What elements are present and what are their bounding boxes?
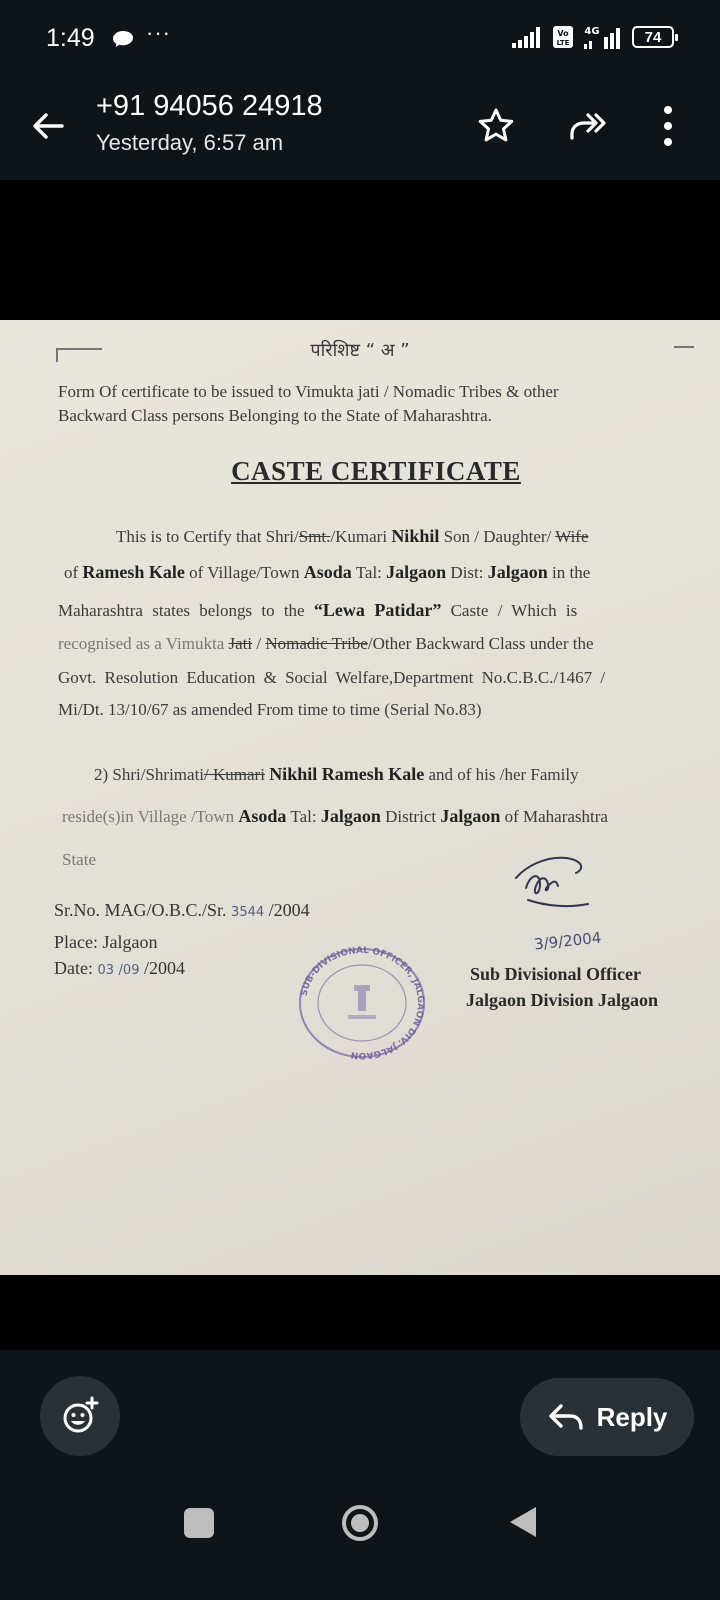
officer-signature: [508, 848, 608, 928]
signature-date: 3/9/2004: [533, 928, 603, 954]
reply-label: Reply: [596, 1401, 668, 1432]
document-image[interactable]: [0, 320, 720, 1275]
more-notifications-indicator: ···: [146, 20, 171, 45]
battery-level: 74: [644, 28, 662, 46]
cert-para2-line-3: State: [62, 850, 96, 869]
reply-button[interactable]: [520, 1378, 694, 1456]
cert-para2-line-2: reside(s)in Village /Town Asoda Tal: Jalgaon District Jalgaon of Maharashtra: [62, 806, 608, 826]
form-description-line-2: Backward Class persons Belonging to the State of Maharashtra.: [58, 406, 492, 425]
svg-text:LTE: LTE: [556, 39, 570, 47]
candidate-full-name: Nikhil Ramesh Kale: [269, 764, 425, 784]
date-line: Date: 03 /09 /2004: [54, 958, 185, 978]
svg-text:SUB-DIVISIONAL OFFICER, JALGAO: SUB-DIVISIONAL OFFICER, JALGAON DIV. JALGAON: [299, 945, 426, 1060]
chat-notification-icon: [112, 30, 134, 48]
cert-body-line-6: Mi/Dt. 13/10/67 as amended From time to time (Serial No.83): [58, 700, 482, 719]
appendix-heading: परिशिष्ट “ अ ”: [310, 340, 410, 361]
status-time: 1:49: [46, 24, 95, 52]
network-4g-icon: [580, 24, 626, 50]
candidate-first-name: Nikhil: [391, 526, 440, 546]
officer-division: Jalgaon Division Jalgaon: [466, 990, 659, 1010]
more-vert-icon[interactable]: [660, 104, 676, 148]
cert-body-line-4: recognised as a Vimukta Jati / Nomadic Tribe/Other Backward Class under the: [58, 634, 594, 653]
cert-body-line-1: This is to Certify that Shri/Smt./Kumari Nikhil Son / Daughter/ Wife: [116, 526, 589, 546]
nav-back-button[interactable]: [508, 1505, 538, 1539]
place-line: Place: Jalgaon: [54, 932, 158, 952]
cert-body-line-3: Maharashtra states belongs to the “Lewa Patidar” Caste / Which is: [58, 600, 578, 620]
official-seal: [292, 945, 432, 1060]
add-reaction-icon: [60, 1396, 100, 1436]
add-reaction-button[interactable]: [40, 1376, 120, 1456]
status-icons: [512, 22, 674, 52]
father-name: Ramesh Kale: [82, 562, 185, 582]
certificate-title: CASTE CERTIFICATE: [231, 456, 521, 486]
officer-title: Sub Divisional Officer: [470, 964, 642, 984]
svg-text:4G: 4G: [584, 26, 600, 37]
cert-body-line-2: of Ramesh Kale of Village/Town Asoda Tal: Jalgaon Dist: Jalgaon in the: [64, 562, 591, 582]
status-bar: [0, 0, 720, 80]
village-name: Asoda: [303, 562, 352, 582]
star-icon[interactable]: [476, 106, 516, 146]
svg-text:Vo: Vo: [557, 29, 569, 38]
form-description-line-1: Form Of certificate to be issued to Vimukta jati / Nomadic Tribes & other: [58, 382, 559, 401]
cert-body-line-5: Govt. Resolution Education & Social Welfare,Department No.C.B.C./1467 /: [58, 668, 606, 687]
caste-name: “Lewa Patidar”: [313, 600, 442, 620]
message-timestamp: Yesterday, 6:57 am: [96, 130, 284, 155]
battery-icon: [632, 26, 674, 48]
recents-button[interactable]: [184, 1508, 214, 1538]
reply-icon: [547, 1402, 585, 1432]
app-bar: [0, 80, 720, 180]
home-button[interactable]: [340, 1503, 380, 1543]
serial-number: Sr.No. MAG/O.B.C./Sr. 3544 /2004: [54, 900, 310, 920]
forward-icon[interactable]: [568, 106, 610, 146]
signal-icon: [512, 26, 546, 48]
contact-number: +91 94056 24918: [96, 90, 323, 122]
back-arrow-icon[interactable]: [30, 108, 66, 144]
volte-icon: [552, 25, 574, 49]
cert-para2-line-1: 2) Shri/Shrimati/ Kumari Nikhil Ramesh Kale and of his /her Family: [94, 764, 579, 784]
